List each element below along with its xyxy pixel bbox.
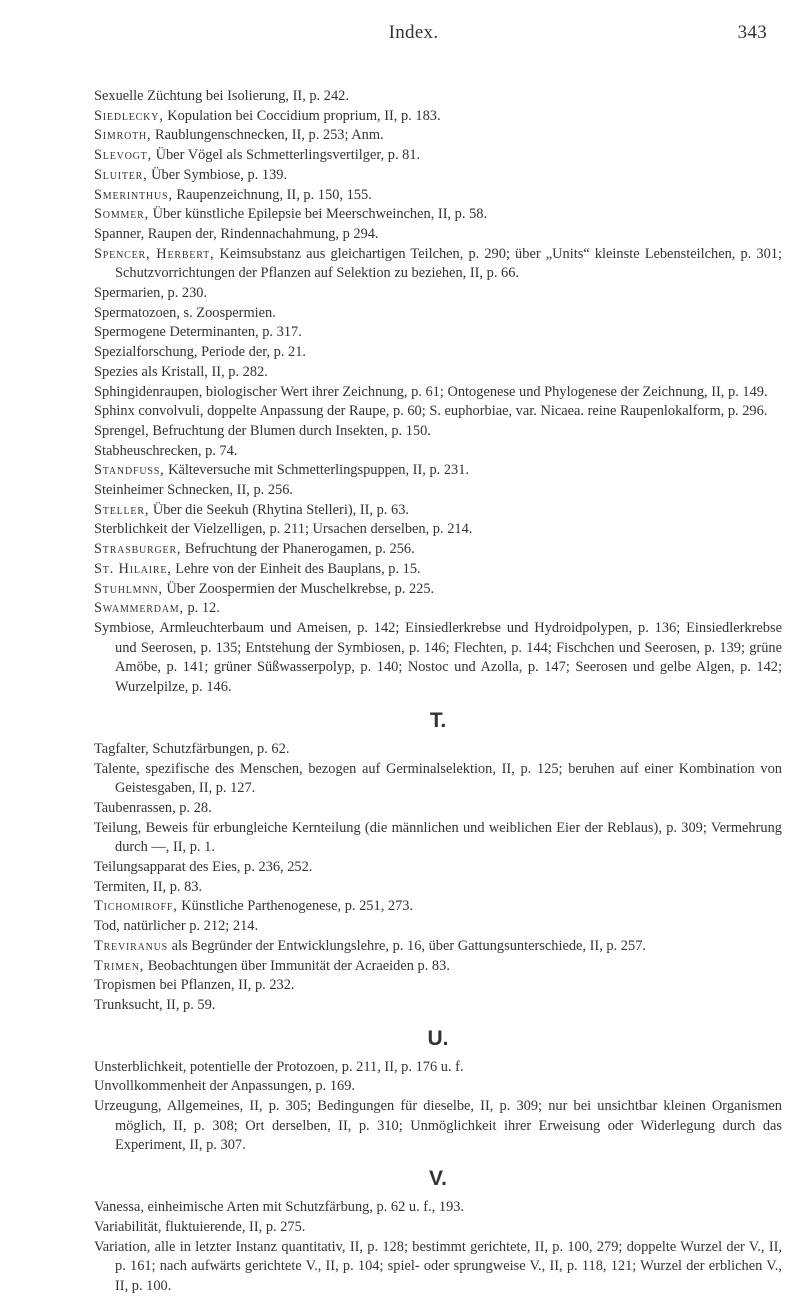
- index-entry: [94, 383, 782, 403]
- entry-text: Variation, alle in letzter Instanz quantitativ, II, p. 128; bestimmt gerichtete, II, p. 100, 279; doppelte Wurzel der V., II, p. 161; nach aufwärts gerichtete V., II, p. 104; spiel- oder sprungweise V., II, p. 118, 121; Wurzel der erblichen V., II, p. 100.: [94, 1238, 782, 1294]
- index-entry: [94, 442, 782, 462]
- index-entry: [94, 501, 782, 521]
- entry-text: Teilungsapparat des Eies, p. 236, 252.: [94, 859, 313, 876]
- index-entry: [94, 225, 782, 245]
- index-entry: [94, 520, 782, 540]
- index-entry: [94, 858, 782, 878]
- index-entry: [94, 799, 782, 819]
- entry-text: Sterblichkeit der Vielzelligen, p. 211; Ursachen derselben, p. 214.: [94, 521, 473, 538]
- index-section: [94, 1028, 782, 1157]
- author-name: Treviranus: [94, 937, 169, 954]
- index-entry: [94, 1097, 782, 1156]
- index-entry: [94, 1218, 782, 1238]
- entry-text: Spezies als Kristall, II, p. 282.: [94, 363, 268, 380]
- index-entry: [94, 146, 782, 166]
- entry-text: Urzeugung, Allgemeines, II, p. 305; Bedingungen für dieselbe, II, p. 309; nur bei unsichtbar kleinen Organismen möglich, II, p. 308; Ort derselben, II, p. 310; Unmöglichkeit ihrer Erweisung oder Widerlegung durch das Experiment, II, p. 307.: [94, 1098, 782, 1154]
- index-entry: [94, 363, 782, 383]
- index-entry: [94, 937, 782, 957]
- entry-text: Tagfalter, Schutzfärbungen, p. 62.: [94, 740, 290, 757]
- entry-text: Raupenzeichnung, II, p. 150, 155.: [172, 186, 372, 203]
- entry-text: Variabilität, fluktuierende, II, p. 275.: [94, 1218, 306, 1235]
- entry-text: Taubenrassen, p. 28.: [94, 799, 212, 816]
- index-entry: [94, 897, 782, 917]
- author-name: Trimen,: [94, 957, 145, 974]
- index-entry: [94, 740, 782, 760]
- index-section: [94, 1168, 782, 1297]
- entry-text: Tropismen bei Pflanzen, II, p. 232.: [94, 977, 295, 994]
- author-name: Swammerdam,: [94, 600, 184, 617]
- running-header: [60, 22, 767, 52]
- entry-text: Talente, spezifische des Menschen, bezogen auf Germinalselektion, II, p. 125; beruhen auf einer Kombination von Geistesgaben, II, p. 127.: [94, 760, 782, 797]
- entry-text: Über künstliche Epilepsie bei Meerschweinchen, II, p. 58.: [148, 206, 488, 223]
- index-entry: [94, 166, 782, 186]
- index-entry: [94, 976, 782, 996]
- index-entry: [94, 461, 782, 481]
- index-entry: [94, 1077, 782, 1097]
- index-entry: [94, 1058, 782, 1078]
- entry-text: Vanessa, einheimische Arten mit Schutzfärbung, p. 62 u. f., 193.: [94, 1199, 465, 1216]
- author-name: Slevogt,: [94, 147, 152, 164]
- entry-text: Spermogene Determinanten, p. 317.: [94, 324, 302, 341]
- author-name: Strasburger,: [94, 541, 182, 558]
- entry-text: Künstliche Parthenogenese, p. 251, 273.: [177, 898, 414, 915]
- index-entry: [94, 481, 782, 501]
- entry-text: Steinheimer Schnecken, II, p. 256.: [94, 482, 294, 499]
- header-title: Index.: [388, 22, 439, 43]
- entry-text: Befruchtung der Phanerogamen, p. 256.: [181, 541, 415, 558]
- index-entry: [94, 343, 782, 363]
- index-entry: [94, 422, 782, 442]
- entry-text: Termiten, II, p. 83.: [94, 878, 203, 895]
- index-entry: [94, 996, 782, 1016]
- entry-text: Sphingidenraupen, biologischer Wert ihrer Zeichnung, p. 61; Ontogenese und Phylogenese der Zeichnung, II, p. 149.: [94, 383, 768, 400]
- entry-text: Raublungenschnecken, II, p. 253; Anm.: [151, 127, 384, 144]
- index-entry: [94, 186, 782, 206]
- index-entry: [94, 107, 782, 127]
- index-entry: [94, 619, 782, 698]
- entry-text: Unvollkommenheit der Anpassungen, p. 169.: [94, 1078, 355, 1095]
- index-entry: [94, 760, 782, 799]
- index-entry: [94, 402, 782, 422]
- index-content: [94, 87, 782, 1297]
- page-number: 343: [737, 22, 767, 43]
- entry-text: Sphinx convolvuli, doppelte Anpassung der Raupe, p. 60; S. euphorbiae, var. Nicaea. reine Raupenlokalform, p. 296.: [94, 403, 768, 420]
- author-name: Smerinthus,: [94, 186, 173, 203]
- author-name: Simroth,: [94, 127, 152, 144]
- entry-text: Teilung, Beweis für erbungleiche Kernteilung (die männlichen und weiblichen Eier der Reblaus), p. 309; Vermehrung durch —, II, p. 1.: [94, 819, 782, 856]
- entry-text: Lehre von der Einheit des Bauplans, p. 15.: [171, 560, 421, 577]
- entry-text: Trunksucht, II, p. 59.: [94, 996, 216, 1013]
- index-entry: [94, 957, 782, 977]
- entry-text: Symbiose, Armleuchterbaum und Ameisen, p. 142; Einsiedlerkrebse und Hydroidpolypen, p. 136; Einsiedlerkrebse und Seerosen, p. 135; Entstehung der Symbiosen, p. 146; Flechten, p. 144; Fischchen und Seerosen, p. 139; grüne Amöbe, p. 141; grüner Süßwasserpolyp, p. 140; Nostoc und Azolla, p. 147; Seerosen und gelbe Algen, p. 142; Wurzelpilze, p. 146.: [94, 619, 782, 696]
- index-entry: [94, 87, 782, 107]
- index-section: [94, 710, 782, 1016]
- index-entry: [94, 205, 782, 225]
- entry-text: Spermarien, p. 230.: [94, 285, 208, 302]
- index-entry: [94, 245, 782, 284]
- author-name: Steller,: [94, 501, 150, 518]
- index-entry: [94, 540, 782, 560]
- entry-text: Kopulation bei Coccidium proprium, II, p. 183.: [163, 107, 441, 124]
- index-entry: [94, 323, 782, 343]
- entry-text: Sprengel, Befruchtung der Blumen durch Insekten, p. 150.: [94, 422, 431, 439]
- index-entry: [94, 580, 782, 600]
- author-name: Stuhlmnn,: [94, 580, 163, 597]
- entry-text: Spezialforschung, Periode der, p. 21.: [94, 344, 307, 361]
- entry-text: Über Zoospermien der Muschelkrebse, p. 225.: [162, 580, 435, 597]
- author-name: Siedlecky,: [94, 107, 164, 124]
- index-entry: [94, 917, 782, 937]
- index-entry: [94, 560, 782, 580]
- section-letter-heading: U.: [427, 1026, 449, 1050]
- entry-text: Sexuelle Züchtung bei Isolierung, II, p. 242.: [94, 88, 349, 104]
- entry-text: Über die Seekuh (Rhytina Stelleri), II, p. 63.: [149, 501, 409, 518]
- entry-text: Spermatozoen, s. Zoospermien.: [94, 304, 276, 321]
- entry-text: Über Vögel als Schmetterlingsvertilger, p. 81.: [152, 147, 421, 164]
- author-name: Spencer, Herbert,: [94, 245, 215, 262]
- author-name: Sommer,: [94, 206, 149, 223]
- index-entry: [94, 284, 782, 304]
- section-letter-heading: V.: [429, 1167, 447, 1191]
- entry-text: als Begründer der Entwicklungslehre, p. 16, über Gattungsunterschiede, II, p. 257.: [168, 937, 646, 954]
- entry-text: Über Symbiose, p. 139.: [147, 166, 288, 183]
- entry-text: Kälteversuche mit Schmetterlingspuppen, II, p. 231.: [164, 462, 470, 479]
- index-entry: [94, 1238, 782, 1297]
- entry-text: Unsterblichkeit, potentielle der Protozoen, p. 211, II, p. 176 u. f.: [94, 1058, 464, 1075]
- entry-text: Spanner, Raupen der, Rindennachahmung, p 294.: [94, 225, 379, 242]
- index-entry: [94, 1198, 782, 1218]
- author-name: Tichomiroff,: [94, 898, 178, 915]
- index-entry: [94, 878, 782, 898]
- author-name: St. Hilaire,: [94, 560, 172, 577]
- index-section: [94, 87, 782, 698]
- entry-text: Keimsubstanz aus gleichartigen Teilchen, p. 290; über „Units“ kleinste Lebensteilchen, p. 301; Schutzvorrichtungen der Pflanzen auf Selektion zu beziehen, II, p. 66.: [115, 245, 782, 282]
- author-name: Standfuss,: [94, 462, 165, 479]
- index-entry: [94, 599, 782, 619]
- entry-text: Tod, natürlicher p. 212; 214.: [94, 918, 259, 935]
- entry-text: Beobachtungen über Immunität der Acraeiden p. 83.: [144, 957, 450, 974]
- index-entry: [94, 304, 782, 324]
- section-letter-heading: T.: [429, 708, 447, 732]
- index-entry: [94, 819, 782, 858]
- author-name: Sluiter,: [94, 166, 148, 183]
- entry-text: p. 12.: [183, 600, 220, 617]
- entry-text: Stabheuschrecken, p. 74.: [94, 442, 238, 459]
- index-entry: [94, 126, 782, 146]
